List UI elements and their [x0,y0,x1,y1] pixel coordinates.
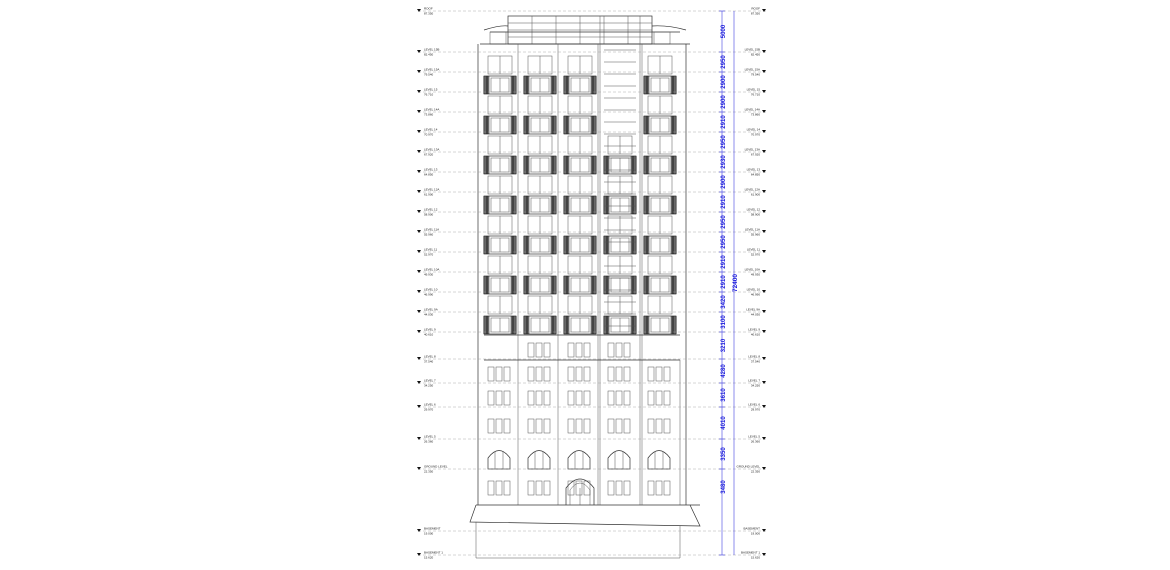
level-value-right: 46.990 [750,292,760,297]
level-value-right: 15.620 [750,555,760,560]
podium-window [528,343,534,357]
podium-window [616,419,622,433]
level-label-left: LEVEL 7 [424,378,436,383]
level-label-left: LEVEL 13A [424,147,440,152]
level-marker-icon [762,529,766,532]
level-label-right: LEVEL 11A [744,227,760,232]
level-label-left: LEVEL 14A [424,107,440,112]
level-marker-icon [417,210,421,213]
podium-window [528,419,534,433]
podium-window [616,481,622,495]
podium-window [488,419,494,433]
level-value-right: 70.970 [750,132,760,137]
podium-window [568,343,574,357]
level-label-right: LEVEL 14A [744,107,760,112]
podium-window [496,367,502,381]
podium-window [656,367,662,381]
level-label-left: LEVEL 9A [424,307,438,312]
level-value-right: 58.900 [750,212,760,217]
podium-window [608,343,614,357]
level-marker-icon [417,290,421,293]
level-marker-icon [417,190,421,193]
level-value-left: 55.960 [424,232,434,237]
level-marker-icon [417,130,421,133]
podium-window [576,343,582,357]
level-value-left: 82.450 [424,52,434,57]
level-marker-icon [417,170,421,173]
podium-window [664,367,670,381]
level-label-right: LEVEL 7 [748,378,760,383]
level-marker-icon [417,357,421,360]
level-value-right: 19.000 [750,531,760,536]
podium-window [624,343,630,357]
podium-window [544,481,550,495]
level-marker-icon [762,310,766,313]
dimension-value: 2930 [721,155,727,169]
level-value-left: 29.970 [424,407,434,412]
level-label-right: LEVEL 15 [746,87,760,92]
dimension-value: 3480 [721,480,727,494]
level-value-left: 67.920 [424,152,434,157]
level-value-right: 76.710 [750,92,760,97]
level-value-right: 22.350 [750,469,760,474]
podium-window [568,367,574,381]
podium-window [536,343,542,357]
level-value-left: 87.350 [424,11,434,16]
level-label-left: LEVEL 12A [424,187,440,192]
level-marker-icon [417,330,421,333]
podium-window [584,419,590,433]
podium-window [616,367,622,381]
dimension-value: 3610 [721,388,727,402]
level-value-right: 44.030 [750,312,760,317]
level-label-left: LEVEL 12 [424,207,438,212]
level-marker-icon [417,70,421,73]
podium-window [544,367,550,381]
level-value-right: 34.250 [750,383,760,388]
level-marker-icon [762,50,766,53]
level-label-left: LEVEL 11A [424,227,440,232]
level-label-right: LEVEL 10A [744,267,760,272]
level-label-left: LEVEL 15 [424,87,438,92]
level-marker-icon [762,437,766,440]
podium-window [576,391,582,405]
dimension-value: 2950 [721,135,727,149]
podium-window [568,419,574,433]
podium-window [624,391,630,405]
dimension-value: 4280 [721,364,727,378]
level-label-right: LEVEL 8 [748,354,760,359]
podium-window [664,481,670,495]
level-marker-icon [762,357,766,360]
podium-window [616,343,622,357]
level-marker-icon [417,110,421,113]
level-value-left: 34.250 [424,383,434,388]
podium-window [584,367,590,381]
level-value-left: 73.860 [424,112,434,117]
level-label-right: LEVEL 13 [746,167,760,172]
level-marker-icon [417,50,421,53]
podium-window [576,419,582,433]
podium-window [488,367,494,381]
level-value-right: 26.360 [750,439,760,444]
level-value-right: 82.450 [750,52,760,57]
level-value-right: 37.540 [750,359,760,364]
level-marker-icon [417,90,421,93]
level-value-left: 52.970 [424,252,434,257]
level-label-right: BASEMENT 1 [741,550,760,555]
level-marker-icon [417,250,421,253]
level-label-left: BASEMENT [424,526,441,531]
level-value-right: 64.850 [750,172,760,177]
level-label-right: LEVEL 9 [748,327,760,332]
podium-window [616,391,622,405]
arched-window [568,451,590,470]
dimension-value: 2900 [721,75,727,89]
dimension-value: 2910 [721,195,727,209]
dimension-value: 2900 [721,175,727,189]
level-value-right: 67.920 [750,152,760,157]
dimension-value: 3350 [721,447,727,461]
podium-window [528,367,534,381]
level-label-left: LEVEL 15B [424,47,440,52]
podium-window [584,391,590,405]
level-marker-icon [417,230,421,233]
dimension-value: 2910 [721,255,727,269]
level-label-right: LEVEL 6 [748,402,760,407]
podium-window [664,419,670,433]
level-value-left: 76.710 [424,92,434,97]
level-label-left: LEVEL 10 [424,287,438,292]
level-value-right: 55.960 [750,232,760,237]
level-label-right: LEVEL 9A [746,307,760,312]
podium-window [544,391,550,405]
podium-window [504,391,510,405]
podium-window [608,391,614,405]
level-marker-icon [762,170,766,173]
level-value-left: 19.000 [424,531,434,536]
podium-window [536,481,542,495]
level-value-left: 46.990 [424,292,434,297]
podium-window [584,343,590,357]
level-label-left: LEVEL 14 [424,127,438,132]
level-marker-icon [762,9,766,12]
level-value-right: 61.900 [750,192,760,197]
level-value-right: 40.610 [750,332,760,337]
level-value-left: 26.360 [424,439,434,444]
level-label-right: LEVEL 11 [746,247,760,252]
arched-window [528,451,550,470]
level-value-right: 79.540 [750,72,760,77]
level-value-left: 22.350 [424,469,434,474]
level-marker-icon [762,290,766,293]
podium-window [656,419,662,433]
podium-window [648,481,654,495]
podium-window [648,391,654,405]
level-marker-icon [762,553,766,556]
level-marker-icon [417,529,421,532]
window-grid [484,50,676,495]
level-marker-icon [762,230,766,233]
podium-window [536,367,542,381]
podium-window [656,391,662,405]
level-value-right: 29.970 [750,407,760,412]
podium-window [528,391,534,405]
podium-window [624,367,630,381]
level-value-left: 44.030 [424,312,434,317]
level-value-left: 37.540 [424,359,434,364]
podium-window [504,367,510,381]
level-value-right: 73.860 [750,112,760,117]
level-marker-icon [762,210,766,213]
arched-window [488,451,510,470]
arched-window [648,451,670,470]
level-label-left: LEVEL 10A [424,267,440,272]
podium-window [528,481,534,495]
podium-window [624,419,630,433]
level-label-left: LEVEL 11 [424,247,438,252]
level-marker-icon [417,405,421,408]
level-label-left: ROOF [424,6,433,11]
level-label-left: LEVEL 8 [424,354,436,359]
level-marker-icon [417,553,421,556]
level-marker-icon [417,9,421,12]
level-marker-icon [762,330,766,333]
level-label-right: BASEMENT [743,526,760,531]
podium-window [536,419,542,433]
level-marker-icon [762,110,766,113]
podium-window [496,481,502,495]
level-value-right: 52.970 [750,252,760,257]
level-marker-icon [762,190,766,193]
dimension-value: 3100 [721,315,727,329]
level-label-right: LEVEL 15B [744,47,760,52]
dimension-value: 5000 [721,24,727,39]
level-value-right: 49.930 [750,272,760,277]
podium-window [544,343,550,357]
podium-window [488,391,494,405]
building-facade [470,16,700,558]
level-label-right: LEVEL 10 [746,287,760,292]
podium-window [504,419,510,433]
dimension-value: 2950 [721,215,727,229]
podium-window [496,391,502,405]
level-value-left: 15.620 [424,555,434,560]
level-value-left: 61.900 [424,192,434,197]
level-marker-icon [762,150,766,153]
level-marker-icon [762,250,766,253]
dimension-value: 2900 [721,95,727,109]
podium-window [488,481,494,495]
level-marker-icon [417,437,421,440]
level-marker-icon [417,270,421,273]
level-label-left: LEVEL 15A [424,67,440,72]
level-label-left: LEVEL 13 [424,167,438,172]
dimension-value: 2950 [721,235,727,249]
podium-window [608,481,614,495]
podium-window [544,419,550,433]
level-label-right: LEVEL 12A [744,187,760,192]
level-label-right: ROOF [751,6,760,11]
level-marker-icon [762,381,766,384]
podium-window [648,419,654,433]
level-marker-icon [762,467,766,470]
podium-window [608,367,614,381]
podium-window [536,391,542,405]
dimension-value: 2910 [721,275,727,289]
podium-window [496,419,502,433]
podium-window [648,367,654,381]
level-label-right: LEVEL 15A [744,67,760,72]
dimension-value: 4010 [721,416,727,430]
level-value-left: 70.970 [424,132,434,137]
level-marker-icon [417,310,421,313]
podium-window [656,481,662,495]
level-label-left: BASEMENT 1 [424,550,443,555]
podium-window [664,391,670,405]
level-label-left: GROUND LEVEL [424,464,448,469]
podium-window [576,367,582,381]
level-value-right: 87.350 [750,11,760,16]
level-label-right: LEVEL 13A [744,147,760,152]
podium-window [608,419,614,433]
level-label-left: LEVEL 6 [424,402,436,407]
total-dimension-value: 72400 [732,273,739,293]
level-label-right: LEVEL 12 [746,207,760,212]
level-marker-icon [417,381,421,384]
level-marker-icon [417,150,421,153]
podium-window [568,391,574,405]
level-value-left: 58.900 [424,212,434,217]
level-value-left: 40.610 [424,332,434,337]
level-label-left: LEVEL 5 [424,434,436,439]
dimension-value: 3210 [721,338,727,353]
level-label-right: LEVEL 5 [748,434,760,439]
arched-window [608,451,630,470]
level-label-right: LEVEL 14 [746,127,760,132]
level-marker-icon [762,270,766,273]
level-label-left: LEVEL 9 [424,327,436,332]
dimension-value: 2950 [721,55,727,69]
level-value-left: 49.930 [424,272,434,277]
podium-window [504,481,510,495]
level-value-left: 79.540 [424,72,434,77]
level-marker-icon [762,130,766,133]
level-marker-icon [417,467,421,470]
dimension-value: 2910 [721,115,727,129]
podium-window [624,481,630,495]
dimension-value: 3420 [721,295,727,309]
level-label-right: GROUND LEVEL [736,464,760,469]
level-marker-icon [762,405,766,408]
dimension-chain [719,11,739,555]
level-marker-icon [762,90,766,93]
level-marker-icon [762,70,766,73]
level-value-left: 64.850 [424,172,434,177]
